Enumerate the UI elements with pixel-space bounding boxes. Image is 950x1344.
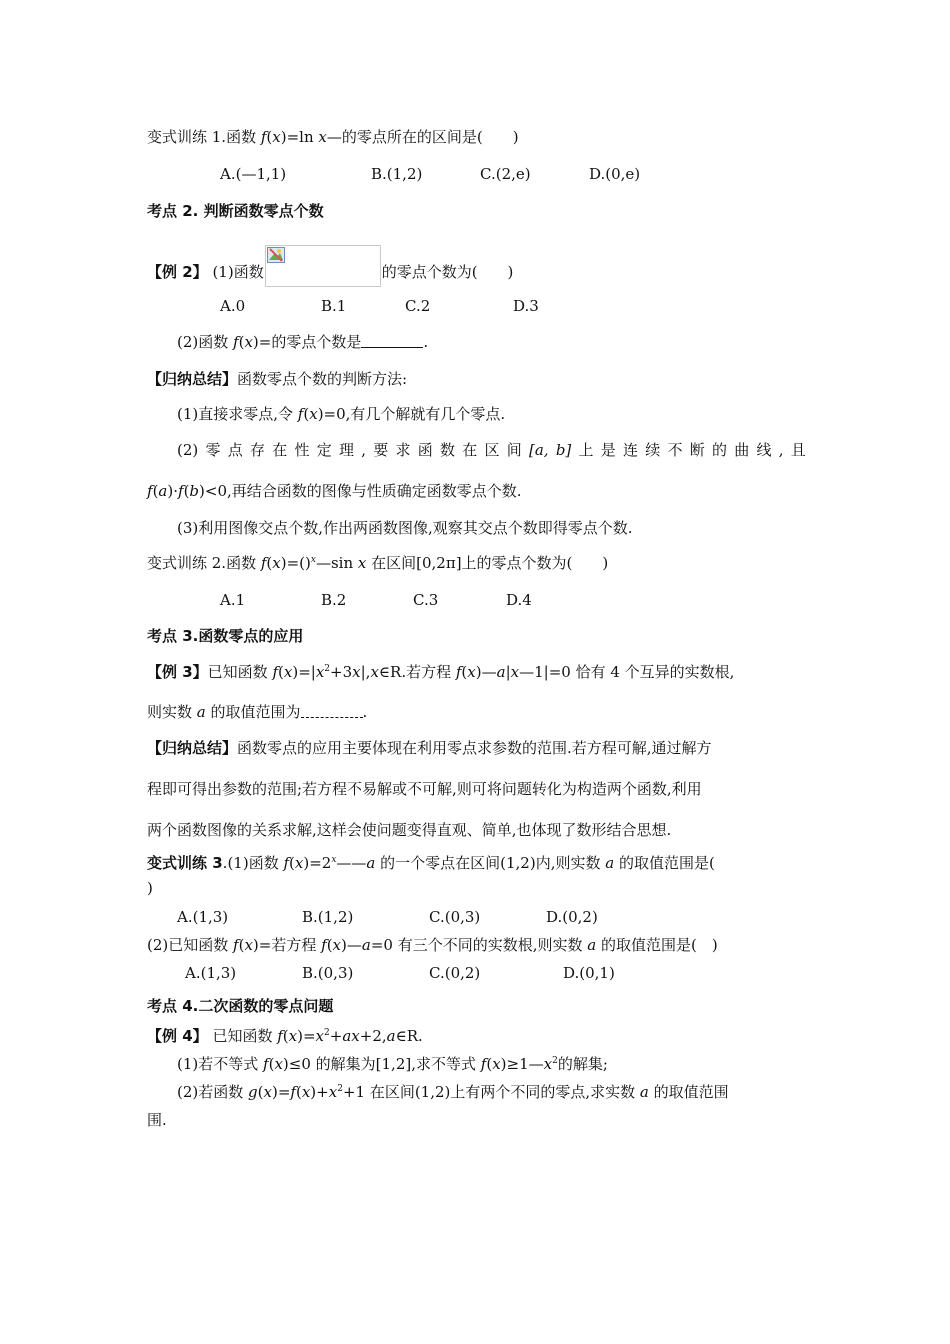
text: ∈R. bbox=[395, 1027, 423, 1045]
answer-blank bbox=[361, 333, 423, 348]
option-b: B.1 bbox=[321, 297, 347, 315]
text: =0,有几个解就有几个零点. bbox=[323, 405, 506, 423]
text: b] bbox=[555, 441, 572, 459]
variant-1-question bbox=[147, 127, 519, 147]
paren: ( bbox=[257, 1083, 264, 1101]
var-x: x bbox=[301, 1083, 311, 1101]
option-b: B.(1,2) bbox=[302, 908, 354, 926]
var-a: a bbox=[366, 854, 376, 872]
summary-3-line-2: 程即可得出参数的范围;若方程不易解或不可解,则可将问题转化为构造两个函数,利用 bbox=[147, 780, 702, 798]
var-a: a bbox=[158, 482, 168, 500]
var-x: x bbox=[244, 333, 253, 351]
var-x: x bbox=[352, 663, 361, 681]
var-x: x bbox=[272, 554, 281, 572]
paren: ) bbox=[252, 333, 259, 351]
summary-2-head bbox=[147, 369, 407, 389]
paren: ) bbox=[500, 1055, 507, 1073]
paren: ( bbox=[268, 1055, 275, 1073]
var-x: x bbox=[309, 405, 318, 423]
text: 且 bbox=[790, 441, 806, 459]
text: 间 bbox=[506, 441, 522, 459]
text: 存 bbox=[249, 441, 265, 459]
example-tag: 【例 4】 bbox=[147, 1027, 208, 1045]
var-x: x bbox=[244, 936, 253, 954]
option-c: C.(2,e) bbox=[480, 165, 531, 183]
text: 函数零点个数的判断方法: bbox=[237, 370, 408, 388]
text: 的解集; bbox=[557, 1055, 608, 1073]
text: 性 bbox=[294, 441, 310, 459]
text: 变式训练 1.函数 bbox=[147, 128, 261, 146]
option-d: D.4 bbox=[506, 591, 532, 609]
text: = bbox=[277, 1083, 291, 1101]
var-x: x bbox=[272, 128, 281, 146]
var-x: x bbox=[543, 1055, 553, 1073]
section-title-2: 考点 2. 判断函数零点个数 bbox=[147, 202, 324, 220]
summary-3-line-3: 两个函数图像的关系求解,这样会使问题变得直观、简单,也体现了数形结合思想. bbox=[147, 821, 672, 839]
text: =2 bbox=[309, 854, 332, 872]
var-x: x bbox=[274, 1055, 283, 1073]
option-b: B.(0,3) bbox=[302, 964, 354, 982]
paren: ( bbox=[266, 554, 273, 572]
paren: ) bbox=[252, 936, 259, 954]
example-4-line-4: 围. bbox=[147, 1111, 167, 1129]
option-d: D.(0,e) bbox=[589, 165, 641, 183]
paren: ( bbox=[461, 663, 468, 681]
text: 不 bbox=[667, 441, 683, 459]
text: 的取值范围为 bbox=[205, 703, 301, 721]
text: =() bbox=[286, 554, 311, 572]
text: =| bbox=[298, 663, 316, 681]
paren: ( bbox=[295, 1083, 302, 1101]
answer-blank bbox=[301, 703, 363, 718]
text: | bbox=[505, 663, 511, 681]
var-x: x bbox=[318, 128, 327, 146]
var-g: g bbox=[248, 1083, 258, 1101]
option-c: C.3 bbox=[413, 591, 439, 609]
text: ( bbox=[152, 482, 159, 500]
section-title-4: 考点 4.二次函数的零点问题 bbox=[147, 997, 334, 1015]
summary-2-line-3 bbox=[147, 481, 522, 501]
variant-3-part-1 bbox=[147, 853, 715, 873]
text: + bbox=[329, 1027, 343, 1045]
text: 在 bbox=[272, 441, 288, 459]
summary-tag: 【归纳总结】 bbox=[147, 739, 238, 757]
variant-2-question bbox=[147, 553, 608, 573]
option-b: B.2 bbox=[321, 591, 347, 609]
text: 已知函数 bbox=[207, 663, 273, 681]
text: ∈R.若方程 bbox=[378, 663, 456, 681]
text: +3 bbox=[330, 663, 353, 681]
var-x: x bbox=[467, 663, 476, 681]
var-f: f bbox=[480, 1055, 487, 1073]
text: —1|=0 恰有 4 个互异的实数根, bbox=[519, 663, 735, 681]
var-x: x bbox=[294, 854, 304, 872]
option-a: A.(—1,1) bbox=[220, 165, 287, 183]
exponent: 2 bbox=[552, 1056, 558, 1066]
var-f: f bbox=[321, 936, 327, 954]
exponent: 2 bbox=[324, 664, 331, 674]
text: , bbox=[778, 441, 784, 459]
var-f: f bbox=[277, 1027, 283, 1045]
var-f: f bbox=[178, 482, 184, 500]
var-x: x bbox=[351, 1027, 360, 1045]
var-x: x bbox=[315, 663, 325, 681]
text: — bbox=[481, 663, 497, 681]
text: 在 bbox=[462, 441, 478, 459]
text: .(1)函数 bbox=[222, 854, 284, 872]
text: 的一个零点在区间(1,2)内,则实数 bbox=[375, 854, 606, 872]
var-a: a bbox=[196, 703, 206, 721]
text: —sin bbox=[315, 554, 358, 572]
example-2-part-1 bbox=[147, 245, 513, 287]
var-x: x bbox=[357, 554, 367, 572]
text: 续 bbox=[645, 441, 661, 459]
text: 的 bbox=[712, 441, 728, 459]
text: (2) bbox=[177, 441, 199, 459]
text: ≥1— bbox=[506, 1055, 544, 1073]
option-c: C.(0,2) bbox=[429, 964, 481, 982]
text: 函 bbox=[417, 441, 433, 459]
paren: ) bbox=[475, 663, 482, 681]
var-a: a bbox=[496, 663, 506, 681]
text: 定 bbox=[316, 441, 332, 459]
broken-image-icon bbox=[265, 245, 381, 287]
var-a: a bbox=[605, 854, 615, 872]
paren: ) bbox=[317, 405, 324, 423]
var-f: f bbox=[297, 405, 304, 423]
var-a: a bbox=[587, 936, 597, 954]
var-f: f bbox=[272, 663, 279, 681]
text: 是 bbox=[600, 441, 616, 459]
var-a: a bbox=[386, 1027, 396, 1045]
text: ( bbox=[183, 482, 190, 500]
text: )· bbox=[167, 482, 178, 500]
var-f: f bbox=[147, 482, 153, 500]
text: = bbox=[302, 1027, 316, 1045]
text: )<0,再结合函数的图像与性质确定函数零点个数. bbox=[199, 482, 522, 500]
summary-2-line-2 bbox=[177, 440, 806, 460]
summary-2-line-4: (3)利用图像交点个数,作出两函数图像,观察其交点个数即得零点个数. bbox=[177, 519, 633, 537]
option-c: C.2 bbox=[405, 297, 431, 315]
paren: ( bbox=[486, 1055, 493, 1073]
text: 区 bbox=[484, 441, 500, 459]
example-4-line-1 bbox=[147, 1026, 423, 1046]
var-x: x bbox=[492, 1055, 501, 1073]
var-f: f bbox=[260, 554, 267, 572]
option-d: D.3 bbox=[513, 297, 539, 315]
paren: ) bbox=[341, 936, 347, 954]
text: — bbox=[351, 854, 367, 872]
var-x: x bbox=[315, 1027, 325, 1045]
text: =0 有三个不同的实数根,则实数 bbox=[370, 936, 588, 954]
text: +2, bbox=[359, 1027, 387, 1045]
option-d: D.(0,1) bbox=[563, 964, 615, 982]
example-tag: 【例 2】 bbox=[147, 263, 208, 281]
paren: ) bbox=[292, 663, 299, 681]
text: 零 bbox=[205, 441, 221, 459]
variant-3-part-1-close: ) bbox=[147, 879, 153, 897]
option-a: A.1 bbox=[220, 591, 246, 609]
text: 已知函数 bbox=[207, 1027, 278, 1045]
summary-2-line-1 bbox=[177, 404, 505, 424]
text: =若方程 bbox=[258, 936, 322, 954]
paren: ) bbox=[280, 128, 287, 146]
variant-3-part-2 bbox=[147, 935, 718, 955]
option-a: A.(1,3) bbox=[185, 964, 237, 982]
var-x: x bbox=[283, 663, 293, 681]
text: 的零点个数为( ) bbox=[381, 263, 514, 281]
example-2-part-2 bbox=[177, 332, 428, 352]
text: +1 在区间(1,2)上有两个不同的零点,求实数 bbox=[342, 1083, 640, 1101]
var-x: x bbox=[310, 555, 316, 565]
text: ≤0 的解集为[1,2],求不等式 bbox=[288, 1055, 481, 1073]
paren: ( bbox=[278, 663, 284, 681]
option-c: C.(0,3) bbox=[429, 908, 481, 926]
var-x: x bbox=[328, 1083, 338, 1101]
text: 则实数 bbox=[147, 703, 197, 721]
var-x: x bbox=[331, 855, 337, 865]
text: |, bbox=[360, 663, 371, 681]
paren: ( bbox=[238, 936, 245, 954]
text: 线 bbox=[756, 441, 772, 459]
text: =ln bbox=[286, 128, 319, 146]
var-f: f bbox=[290, 1083, 296, 1101]
paren: ) bbox=[303, 854, 310, 872]
exponent: 2 bbox=[337, 1084, 343, 1094]
example-4-line-2 bbox=[177, 1054, 608, 1074]
text: 变式训练 2.函数 bbox=[147, 554, 261, 572]
paren: ) bbox=[271, 1083, 278, 1101]
text: + bbox=[316, 1083, 329, 1101]
var-a: a bbox=[639, 1083, 649, 1101]
text: (2)函数 bbox=[177, 333, 234, 351]
var-x: x bbox=[332, 936, 342, 954]
var-a: a bbox=[361, 936, 371, 954]
var-f: f bbox=[283, 854, 290, 872]
var-x: x bbox=[370, 663, 379, 681]
text: (1)函数 bbox=[212, 263, 264, 281]
summary-3-line-1 bbox=[147, 738, 712, 758]
text: , bbox=[361, 441, 367, 459]
var-f: f bbox=[260, 128, 267, 146]
text: 数 bbox=[440, 441, 456, 459]
var-x: x bbox=[288, 1027, 298, 1045]
var-x: x bbox=[263, 1083, 272, 1101]
var-x: x bbox=[510, 663, 520, 681]
var-f: f bbox=[233, 333, 239, 351]
exponent: 2 bbox=[324, 1028, 330, 1038]
text: [a, bbox=[529, 441, 549, 459]
text: . bbox=[423, 333, 429, 351]
text: (1)直接求零点,令 bbox=[177, 405, 298, 423]
text: (2)若函数 bbox=[177, 1083, 249, 1101]
text: — bbox=[346, 936, 362, 954]
var-f: f bbox=[263, 1055, 269, 1073]
text: 在区间[0,2π]上的零点个数为( ) bbox=[366, 554, 609, 572]
summary-tag: 【归纳总结】 bbox=[147, 370, 238, 388]
var-f: f bbox=[455, 663, 462, 681]
text: (2)已知函数 bbox=[147, 936, 234, 954]
text: 的取值范围 bbox=[648, 1083, 729, 1101]
variant-tag: 变式训练 3 bbox=[147, 854, 223, 872]
paren: ) bbox=[282, 1055, 289, 1073]
text: . bbox=[362, 703, 368, 721]
paren: ( bbox=[303, 405, 310, 423]
example-4-line-3 bbox=[177, 1082, 729, 1102]
paren: ( bbox=[282, 1027, 289, 1045]
var-b: b bbox=[189, 482, 200, 500]
text: 点 bbox=[227, 441, 243, 459]
text: 的取值范围是( bbox=[614, 854, 715, 872]
text: 要 bbox=[373, 441, 389, 459]
paren: ) bbox=[310, 1083, 317, 1101]
paren: ) bbox=[280, 554, 287, 572]
section-title-3: 考点 3.函数零点的应用 bbox=[147, 627, 304, 645]
text: 理 bbox=[338, 441, 354, 459]
option-a: A.(1,3) bbox=[177, 908, 229, 926]
paren: ( bbox=[326, 936, 333, 954]
option-d: D.(0,2) bbox=[546, 908, 598, 926]
var-a: a bbox=[342, 1027, 352, 1045]
text: 断 bbox=[689, 441, 705, 459]
paren: ( bbox=[238, 333, 245, 351]
example-3-line-1 bbox=[147, 662, 734, 682]
paren: ) bbox=[297, 1027, 303, 1045]
option-b: B.(1,2) bbox=[371, 165, 423, 183]
text: 函数零点的应用主要体现在利用零点求参数的范围.若方程可解,通过解方 bbox=[237, 739, 712, 757]
option-a: A.0 bbox=[220, 297, 246, 315]
text: 求 bbox=[395, 441, 411, 459]
text: 曲 bbox=[734, 441, 750, 459]
example-tag: 【例 3】 bbox=[147, 663, 208, 681]
text: —的零点所在的区间是( ) bbox=[326, 128, 519, 146]
text: 连 bbox=[623, 441, 639, 459]
text: — bbox=[336, 854, 352, 872]
var-f: f bbox=[233, 936, 239, 954]
text: 上 bbox=[578, 441, 594, 459]
text: (1)若不等式 bbox=[177, 1055, 264, 1073]
text: 的取值范围是( ) bbox=[596, 936, 718, 954]
example-3-line-2 bbox=[147, 702, 367, 722]
paren: ( bbox=[289, 854, 295, 872]
text: =的零点个数是 bbox=[258, 333, 362, 351]
paren: ( bbox=[266, 128, 273, 146]
